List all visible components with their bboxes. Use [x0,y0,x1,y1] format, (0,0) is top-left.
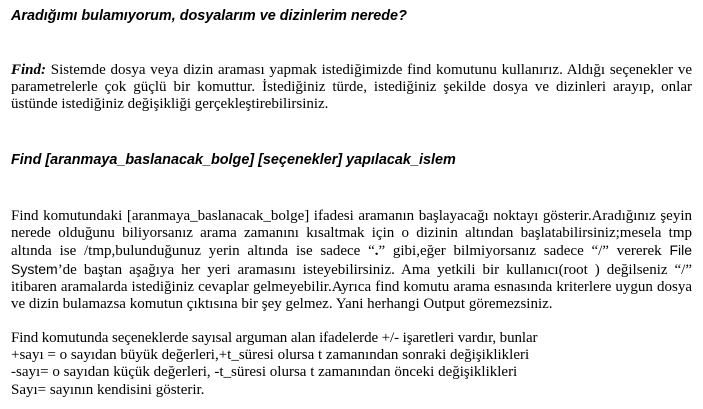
desc-text-1: Find komutundaki [aranmaya_baslanacak_bolge] ifadesi aramanın başlayacağı noktayı gösterir.Aradığınız şeyin nerede olduğunu biliyorsanız arama zamanını kısaltmak için o dizinin altından başlatabilirsiniz;mesela tmp altında ise /tmp,bulunduğunuz yerin altında ise sadece “ [11,208,692,260]
options-line-intro: Find komutunda seçeneklerde sayısal arguman alan ifadelerde +/- işaretleri vardır, bunlar [11,330,538,346]
find-intro-paragraph [11,62,692,114]
desc-text-2: ” gibi,eğer bilmiyorsanız sadece “/” vererek [378,243,670,260]
options-line-plus: +sayı = o sayıdan büyük değerleri,+t_süresi olursa t zamanından sonraki değişiklikleri [11,347,530,364]
desc-text-3: ’de baştan aşağıya her yeri aramasını isteyebilirsiniz. Ama yetkili bir kullanıcı(root ) değilseniz “/” itibaren aramalarda istediğiniz cevaplar gelmeyebilir.Ayrıca find komutu arama esnasında kriterlere uygun dosya ve dizin bulamazsa komutun çıktısına bir şey gelmez. Yani herhangi Output göremezsiniz. [11,261,692,313]
find-description-paragraph [11,208,692,313]
find-syntax-heading: Find [aranmaya_baslanacak_bolge] [seçenekler] yapılacak_islem [11,152,456,168]
options-line-minus: -sayı= o sayıdan küçük değerleri, -t_süresi olursa t zamanından önceki değişiklikleri [11,364,518,381]
desc-file-system: File System [11,242,692,277]
find-label: Find: [11,62,47,78]
desc-dot: . [374,243,379,260]
section-heading-where-are-files: Aradığımı bulamıyorum, dosyalarım ve dizinlerim nerede? [11,8,407,24]
sign-options-list [11,330,692,399]
find-intro-text: Sistemde dosya veya dizin araması yapmak istediğimizde find komutunu kullanırız. Aldığı seçenekler ve parametrelerle çok güçlü bir komuttur. İstediğiniz türde, istediğiniz şekilde dosya ve dizinleri arayıp, onlar üstünde istediğiniz değişikliği gerçekleştirebilirsiniz. [11,62,692,113]
options-line-exact: Sayı= sayının kendisini gösterir. [11,381,205,398]
